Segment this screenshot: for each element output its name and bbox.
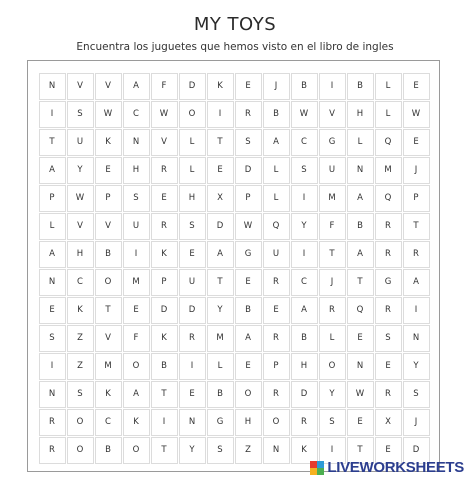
grid-cell[interactable]: I [291, 241, 318, 268]
grid-cell[interactable]: G [319, 129, 346, 156]
grid-cell[interactable]: I [319, 437, 346, 464]
grid-cell[interactable]: O [95, 269, 122, 296]
grid-cell[interactable]: M [123, 269, 150, 296]
grid-cell[interactable]: O [67, 437, 94, 464]
grid-cell[interactable]: D [235, 157, 262, 184]
grid-cell[interactable]: N [403, 325, 430, 352]
grid-cell[interactable]: H [347, 101, 374, 128]
grid-cell[interactable]: J [403, 157, 430, 184]
grid-cell[interactable]: R [39, 437, 66, 464]
grid-cell[interactable]: E [207, 157, 234, 184]
grid-cell[interactable]: L [263, 185, 290, 212]
grid-cell[interactable]: R [291, 409, 318, 436]
grid-cell[interactable]: B [207, 381, 234, 408]
grid-cell[interactable]: E [375, 437, 402, 464]
grid-cell[interactable]: Y [207, 297, 234, 324]
grid-cell[interactable]: R [263, 269, 290, 296]
grid-cell[interactable]: S [123, 185, 150, 212]
grid-cell[interactable]: O [123, 353, 150, 380]
grid-cell[interactable]: L [39, 213, 66, 240]
grid-cell[interactable]: O [179, 101, 206, 128]
grid-cell[interactable]: L [207, 353, 234, 380]
grid-cell[interactable]: B [263, 101, 290, 128]
grid-cell[interactable]: E [263, 297, 290, 324]
grid-cell[interactable]: E [235, 353, 262, 380]
grid-cell[interactable]: K [95, 381, 122, 408]
grid-cell[interactable]: A [403, 269, 430, 296]
grid-cell[interactable]: W [403, 101, 430, 128]
grid-cell[interactable]: S [67, 381, 94, 408]
grid-cell[interactable]: X [207, 185, 234, 212]
grid-cell[interactable]: W [347, 381, 374, 408]
grid-cell[interactable]: F [319, 213, 346, 240]
grid-cell[interactable]: I [403, 297, 430, 324]
grid-cell[interactable]: A [207, 241, 234, 268]
grid-cell[interactable]: P [263, 353, 290, 380]
instructions: Encuentra los juguetes que hemos visto en el libro de ingles [76, 41, 394, 53]
grid-cell[interactable]: G [375, 269, 402, 296]
grid-cell[interactable]: A [39, 241, 66, 268]
liveworksheets-logo [310, 459, 464, 476]
grid-cell[interactable]: V [95, 213, 122, 240]
grid-cell[interactable]: W [235, 213, 262, 240]
grid-cell[interactable]: A [347, 241, 374, 268]
grid-cell[interactable]: K [151, 325, 178, 352]
grid-cell[interactable]: P [403, 185, 430, 212]
grid-cell[interactable]: E [347, 409, 374, 436]
grid-cell[interactable]: U [179, 269, 206, 296]
grid-cell[interactable]: T [207, 269, 234, 296]
grid-cell[interactable]: R [375, 213, 402, 240]
grid-cell[interactable]: E [347, 325, 374, 352]
grid-cell[interactable]: B [347, 73, 374, 100]
grid-cell[interactable]: A [263, 129, 290, 156]
grid-cell[interactable]: S [67, 101, 94, 128]
grid-cell[interactable]: S [291, 157, 318, 184]
grid-cell[interactable]: L [319, 325, 346, 352]
grid-cell[interactable]: T [207, 129, 234, 156]
grid-cell[interactable]: R [263, 325, 290, 352]
grid-cell[interactable]: L [263, 157, 290, 184]
grid-cell[interactable]: O [319, 353, 346, 380]
grid-cell[interactable]: Z [67, 353, 94, 380]
grid-cell[interactable]: B [95, 437, 122, 464]
grid-cell[interactable]: H [235, 409, 262, 436]
grid-cell[interactable]: S [403, 381, 430, 408]
grid-cell[interactable]: P [151, 269, 178, 296]
grid-cell[interactable]: R [263, 381, 290, 408]
grid-cell[interactable]: O [235, 381, 262, 408]
grid-cell[interactable]: G [235, 241, 262, 268]
grid-cell[interactable]: H [67, 241, 94, 268]
grid-cell[interactable]: S [179, 213, 206, 240]
grid-cell[interactable]: Z [235, 437, 262, 464]
grid-cell[interactable]: V [319, 101, 346, 128]
grid-cell[interactable]: D [207, 213, 234, 240]
grid-cell[interactable]: E [403, 73, 430, 100]
grid-cell[interactable]: B [235, 297, 262, 324]
grid-cell[interactable]: S [207, 437, 234, 464]
grid-cell[interactable]: F [151, 73, 178, 100]
grid-cell[interactable]: Y [319, 381, 346, 408]
grid-cell[interactable]: I [291, 185, 318, 212]
grid-cell[interactable]: C [291, 129, 318, 156]
grid-cell[interactable]: Q [263, 213, 290, 240]
grid-cell[interactable]: V [67, 73, 94, 100]
grid-cell[interactable]: E [235, 269, 262, 296]
grid-cell[interactable]: I [179, 353, 206, 380]
grid-cell[interactable]: T [151, 437, 178, 464]
liveworksheets-logo-icon [310, 461, 324, 475]
grid-cell[interactable]: R [375, 381, 402, 408]
grid-cell[interactable]: K [95, 129, 122, 156]
grid-cell[interactable]: Y [291, 213, 318, 240]
grid-cell[interactable]: Y [67, 157, 94, 184]
grid-cell[interactable]: R [375, 297, 402, 324]
grid-cell[interactable]: N [263, 437, 290, 464]
grid-cell[interactable]: U [123, 213, 150, 240]
grid-cell[interactable]: N [39, 269, 66, 296]
grid-cell[interactable]: C [123, 101, 150, 128]
grid-cell[interactable]: D [151, 297, 178, 324]
grid-cell[interactable]: L [347, 129, 374, 156]
grid-cell[interactable]: N [39, 73, 66, 100]
grid-cell[interactable]: I [123, 241, 150, 268]
grid-cell[interactable]: B [151, 353, 178, 380]
grid-cell[interactable]: R [235, 101, 262, 128]
grid-cell[interactable]: U [319, 157, 346, 184]
grid-cell[interactable]: S [375, 325, 402, 352]
grid-cell[interactable]: N [347, 353, 374, 380]
grid-cell[interactable]: Q [347, 297, 374, 324]
grid-cell[interactable]: R [403, 241, 430, 268]
grid-cell[interactable]: L [375, 101, 402, 128]
grid-cell[interactable]: V [95, 325, 122, 352]
grid-cell[interactable]: D [179, 73, 206, 100]
grid-cell[interactable]: Q [375, 129, 402, 156]
grid-cell[interactable]: I [151, 409, 178, 436]
grid-cell[interactable]: B [95, 241, 122, 268]
grid-cell[interactable]: C [291, 269, 318, 296]
grid-cell[interactable]: V [67, 213, 94, 240]
grid-cell[interactable]: I [207, 101, 234, 128]
grid-cell[interactable]: R [319, 297, 346, 324]
grid-cell[interactable]: J [319, 269, 346, 296]
grid-cell[interactable]: H [179, 185, 206, 212]
grid-cell[interactable]: V [95, 73, 122, 100]
grid-cell[interactable]: G [207, 409, 234, 436]
grid-cell[interactable]: B [347, 213, 374, 240]
page-title: MY TOYS [193, 14, 277, 35]
grid-cell[interactable]: N [39, 381, 66, 408]
grid-cell[interactable]: U [263, 241, 290, 268]
grid-cell[interactable]: E [403, 129, 430, 156]
grid-cell[interactable]: T [39, 129, 66, 156]
grid-cell[interactable]: K [207, 73, 234, 100]
grid-cell[interactable]: V [151, 129, 178, 156]
grid-cell[interactable]: J [263, 73, 290, 100]
grid-cell[interactable]: T [403, 213, 430, 240]
grid-cell[interactable]: W [291, 101, 318, 128]
grid-cell[interactable]: M [375, 157, 402, 184]
grid-cell[interactable]: P [39, 185, 66, 212]
grid-cell[interactable]: Y [179, 437, 206, 464]
grid-cell[interactable]: T [319, 241, 346, 268]
grid-cell[interactable]: E [179, 241, 206, 268]
grid-cell[interactable]: A [291, 297, 318, 324]
grid-cell[interactable]: L [179, 129, 206, 156]
grid-cell[interactable]: K [291, 437, 318, 464]
grid-cell[interactable]: K [67, 297, 94, 324]
grid-cell[interactable]: A [347, 185, 374, 212]
word-search-frame [27, 60, 440, 472]
grid-cell[interactable]: A [39, 157, 66, 184]
grid-cell[interactable]: X [375, 409, 402, 436]
grid-cell[interactable]: O [67, 409, 94, 436]
grid-cell[interactable]: N [179, 409, 206, 436]
grid-cell[interactable]: N [347, 157, 374, 184]
grid-cell[interactable]: R [151, 213, 178, 240]
grid-cell[interactable]: U [67, 129, 94, 156]
grid-cell[interactable]: D [179, 297, 206, 324]
grid-cell[interactable]: A [235, 325, 262, 352]
grid-cell[interactable]: E [375, 353, 402, 380]
grid-cell[interactable]: T [95, 297, 122, 324]
grid-cell[interactable]: A [123, 381, 150, 408]
grid-cell[interactable]: S [319, 409, 346, 436]
grid-cell[interactable]: T [151, 381, 178, 408]
grid-cell[interactable]: I [39, 101, 66, 128]
grid-cell[interactable]: R [375, 241, 402, 268]
grid-cell[interactable]: W [67, 185, 94, 212]
grid-cell[interactable]: R [179, 325, 206, 352]
grid-cell[interactable]: H [291, 353, 318, 380]
grid-cell[interactable]: O [263, 409, 290, 436]
grid-cell[interactable]: C [95, 409, 122, 436]
grid-cell[interactable]: D [291, 381, 318, 408]
grid-cell[interactable]: I [319, 73, 346, 100]
grid-cell[interactable]: K [123, 409, 150, 436]
grid-cell[interactable]: W [95, 101, 122, 128]
grid-cell[interactable]: M [207, 325, 234, 352]
grid-cell[interactable]: Y [403, 353, 430, 380]
grid-cell[interactable]: Q [375, 185, 402, 212]
grid-cell[interactable]: B [291, 73, 318, 100]
grid-cell[interactable]: B [291, 325, 318, 352]
grid-cell[interactable]: R [151, 157, 178, 184]
logo-text: LIVEWORKSHEETS [327, 459, 464, 476]
grid-cell[interactable]: J [403, 409, 430, 436]
grid-cell[interactable]: P [95, 185, 122, 212]
grid-cell[interactable]: N [123, 129, 150, 156]
grid-cell[interactable]: O [123, 437, 150, 464]
grid-cell[interactable]: K [151, 241, 178, 268]
grid-cell[interactable]: R [39, 409, 66, 436]
grid-cell[interactable]: E [123, 297, 150, 324]
grid-cell[interactable]: E [95, 157, 122, 184]
grid-cell[interactable]: F [123, 325, 150, 352]
grid-cell[interactable]: E [179, 381, 206, 408]
grid-cell[interactable]: T [347, 269, 374, 296]
grid-cell[interactable]: S [235, 129, 262, 156]
grid-cell[interactable]: M [319, 185, 346, 212]
grid-cell[interactable]: D [403, 437, 430, 464]
grid-cell[interactable]: C [67, 269, 94, 296]
grid-cell[interactable]: E [151, 185, 178, 212]
grid-cell[interactable]: H [123, 157, 150, 184]
grid-cell[interactable]: T [347, 437, 374, 464]
grid-cell[interactable]: M [95, 353, 122, 380]
grid-cell[interactable]: P [235, 185, 262, 212]
grid-cell[interactable]: E [39, 297, 66, 324]
grid-cell[interactable]: L [179, 157, 206, 184]
grid-cell[interactable]: A [123, 73, 150, 100]
grid-cell[interactable]: W [151, 101, 178, 128]
word-search-grid[interactable] [38, 72, 430, 464]
grid-cell[interactable]: S [39, 325, 66, 352]
grid-cell[interactable]: Z [67, 325, 94, 352]
grid-cell[interactable]: I [39, 353, 66, 380]
grid-cell[interactable]: L [375, 73, 402, 100]
grid-cell[interactable]: E [235, 73, 262, 100]
